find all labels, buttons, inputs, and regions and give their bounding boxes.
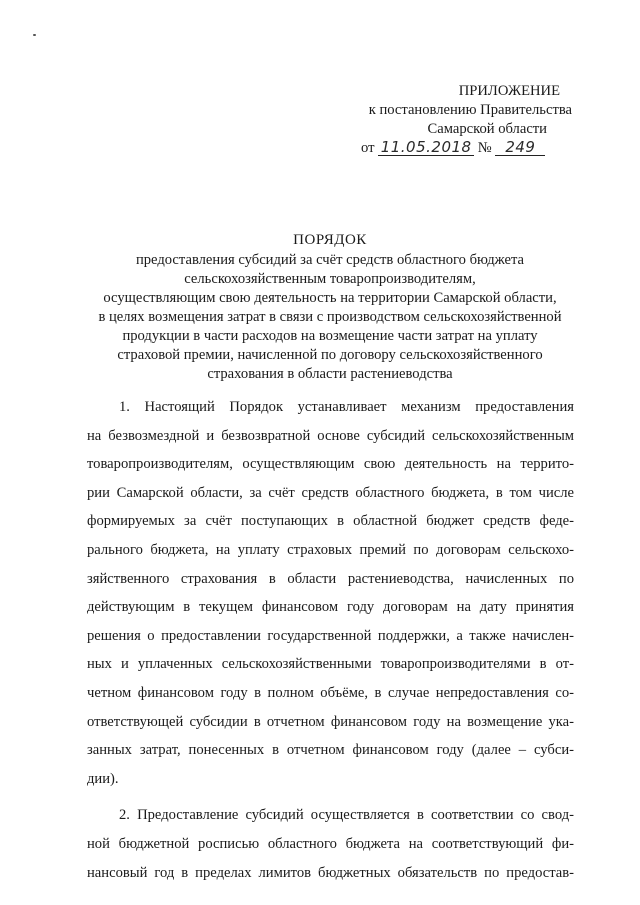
paragraph-line: ответствующей субсидии в отчетном финансовом году на возмещение ука- <box>87 713 574 730</box>
paragraph-line: рального бюджета, на уплату страховых премий по договорам сельскохо- <box>87 541 574 558</box>
paragraph-line: рии Самарской области, за счёт средств областного бюджета, в том числе <box>87 484 574 501</box>
appendix-block <box>300 82 572 158</box>
number-prefix: № <box>477 140 492 156</box>
paragraph-line: четном финансовом году в полном объёме, в случае непредоставления со- <box>87 684 574 701</box>
date-prefix: от <box>361 140 375 156</box>
paragraph-line: дии). <box>87 770 119 787</box>
paragraph-line: зяйственного страхования в области растениеводства, начисленных по <box>87 570 574 587</box>
appendix-date-line <box>300 139 572 158</box>
paragraph-line: формируемых за счёт поступающих в областной бюджет средств феде- <box>87 513 574 530</box>
document-body <box>87 393 574 887</box>
heading-line: продукции в части расходов на возмещение части затрат на уплату <box>122 328 538 344</box>
paragraph-line: товаропроизводителям, осуществляющим свою деятельность на террито- <box>87 456 574 473</box>
scan-speck <box>33 34 36 36</box>
paragraph-line: нансовый год в пределах лимитов бюджетных обязательств по предостав- <box>87 864 574 881</box>
heading-line: страховой премии, начисленной по договору сельскохозяйственного <box>117 347 543 363</box>
appendix-title: ПРИЛОЖЕНИЕ <box>458 83 560 99</box>
paragraph-line: действующим в текущем финансовом году договорам на дату принятия <box>87 599 574 616</box>
paragraph-line: занных затрат, понесенных в отчетном финансовом году (далее – субси- <box>87 742 574 759</box>
paragraph-line: 2. Предоставление субсидий осуществляется в соответствии со свод- <box>119 807 574 824</box>
heading-line: осуществляющим свою деятельность на территории Самарской области, <box>103 290 557 306</box>
paragraph-gap <box>87 793 574 801</box>
paragraph-line: 1. Настоящий Порядок устанавливает механизм предоставления <box>119 399 574 415</box>
handwritten-number: 249 <box>495 140 545 156</box>
paragraph-2 <box>87 801 574 887</box>
document-heading <box>80 231 580 384</box>
heading-title: ПОРЯДОК <box>293 232 367 248</box>
heading-line: в целях возмещения затрат в связи с производством сельскохозяйственной <box>98 309 562 325</box>
heading-line: страхования в области растениеводства <box>207 366 453 382</box>
appendix-resolution: к постановлению Правительства <box>368 102 572 118</box>
paragraph-1 <box>87 393 574 793</box>
paragraph-line: ных и уплаченных сельскохозяйственными товаропроизводителями в от- <box>87 656 574 673</box>
heading-line: предоставления субсидий за счёт средств областного бюджета <box>135 252 525 268</box>
paragraph-line: на безвозмездной и безвозвратной основе субсидий сельскохозяйственным <box>87 427 574 444</box>
handwritten-date: 11.05.2018 <box>378 140 474 156</box>
paragraph-line: ной бюджетной росписью областного бюджета на соответствующий фи- <box>87 835 574 852</box>
appendix-region: Самарской области <box>427 121 547 137</box>
paragraph-line: решения о предоставлении государственной поддержки, а также начислен- <box>87 627 574 644</box>
heading-line: сельскохозяйственным товаропроизводителям, <box>184 271 476 287</box>
